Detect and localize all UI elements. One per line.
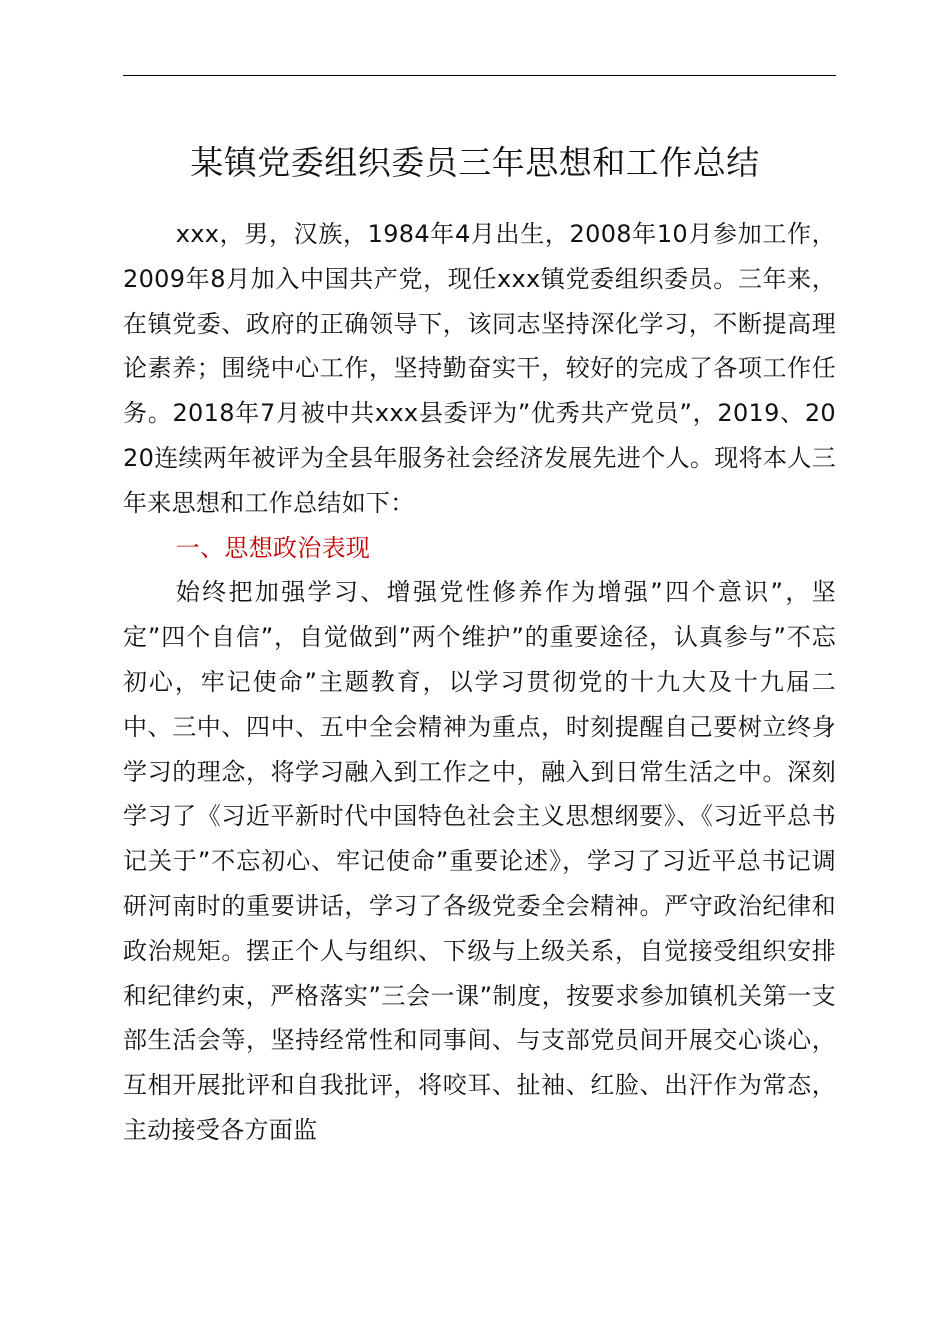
intro-paragraph: xxx，男，汉族，1984年4月出生，2008年10月参加工作，2009年8月加入中国共产党，现任xxx镇党委组织委员。三年来，在镇党委、政府的正确领导下，该同志坚持深化学习，不断提高理论素养；围绕中心工作，坚持勤奋实干，较好的完成了各项工作任务。2018年7月被中共xxx县委评为”优秀共产党员”，2019、2020连续两年被评为全县年服务社会经济发展先进个人。现将本人三年来思想和工作总结如下：: [123, 220, 836, 517]
header-rule: [123, 75, 836, 76]
section-heading-1: 一、思想政治表现: [175, 533, 371, 562]
section-1-paragraph: 始终把加强学习、增强党性修养作为增强”四个意识”，坚定”四个自信”，自觉做到”两个维护”的重要途径，认真参与”不忘初心，牢记使命”主题教育，以学习贯彻党的十九大及十九届二中、三中、四中、五中全会精神为重点，时刻提醒自己要树立终身学习的理念，将学习融入到工作之中，融入到日常生活之中。深刻学习了《习近平新时代中国特色社会主义思想纲要》、《习近平总书记关于”不忘初心、牢记使命”重要论述》，学习了习近平总书记调研河南时的重要讲话，学习了各级党委全会精神。严守政治纪律和政治规矩。摆正个人与组织、下级与上级关系，自觉接受组织安排和纪律约束，严格落实”三会一课”制度，按要求参加镇机关第一支部生活会等，坚持经常性和同事间、与支部党员间开展交心谈心，互相开展批评和自我批评，将咬耳、扯袖、红脸、出汗作为常态，主动接受各方面监: [123, 578, 836, 1144]
document-title: 某镇党委组织委员三年思想和工作总结: [190, 143, 760, 182]
document-body: [123, 212, 836, 1153]
